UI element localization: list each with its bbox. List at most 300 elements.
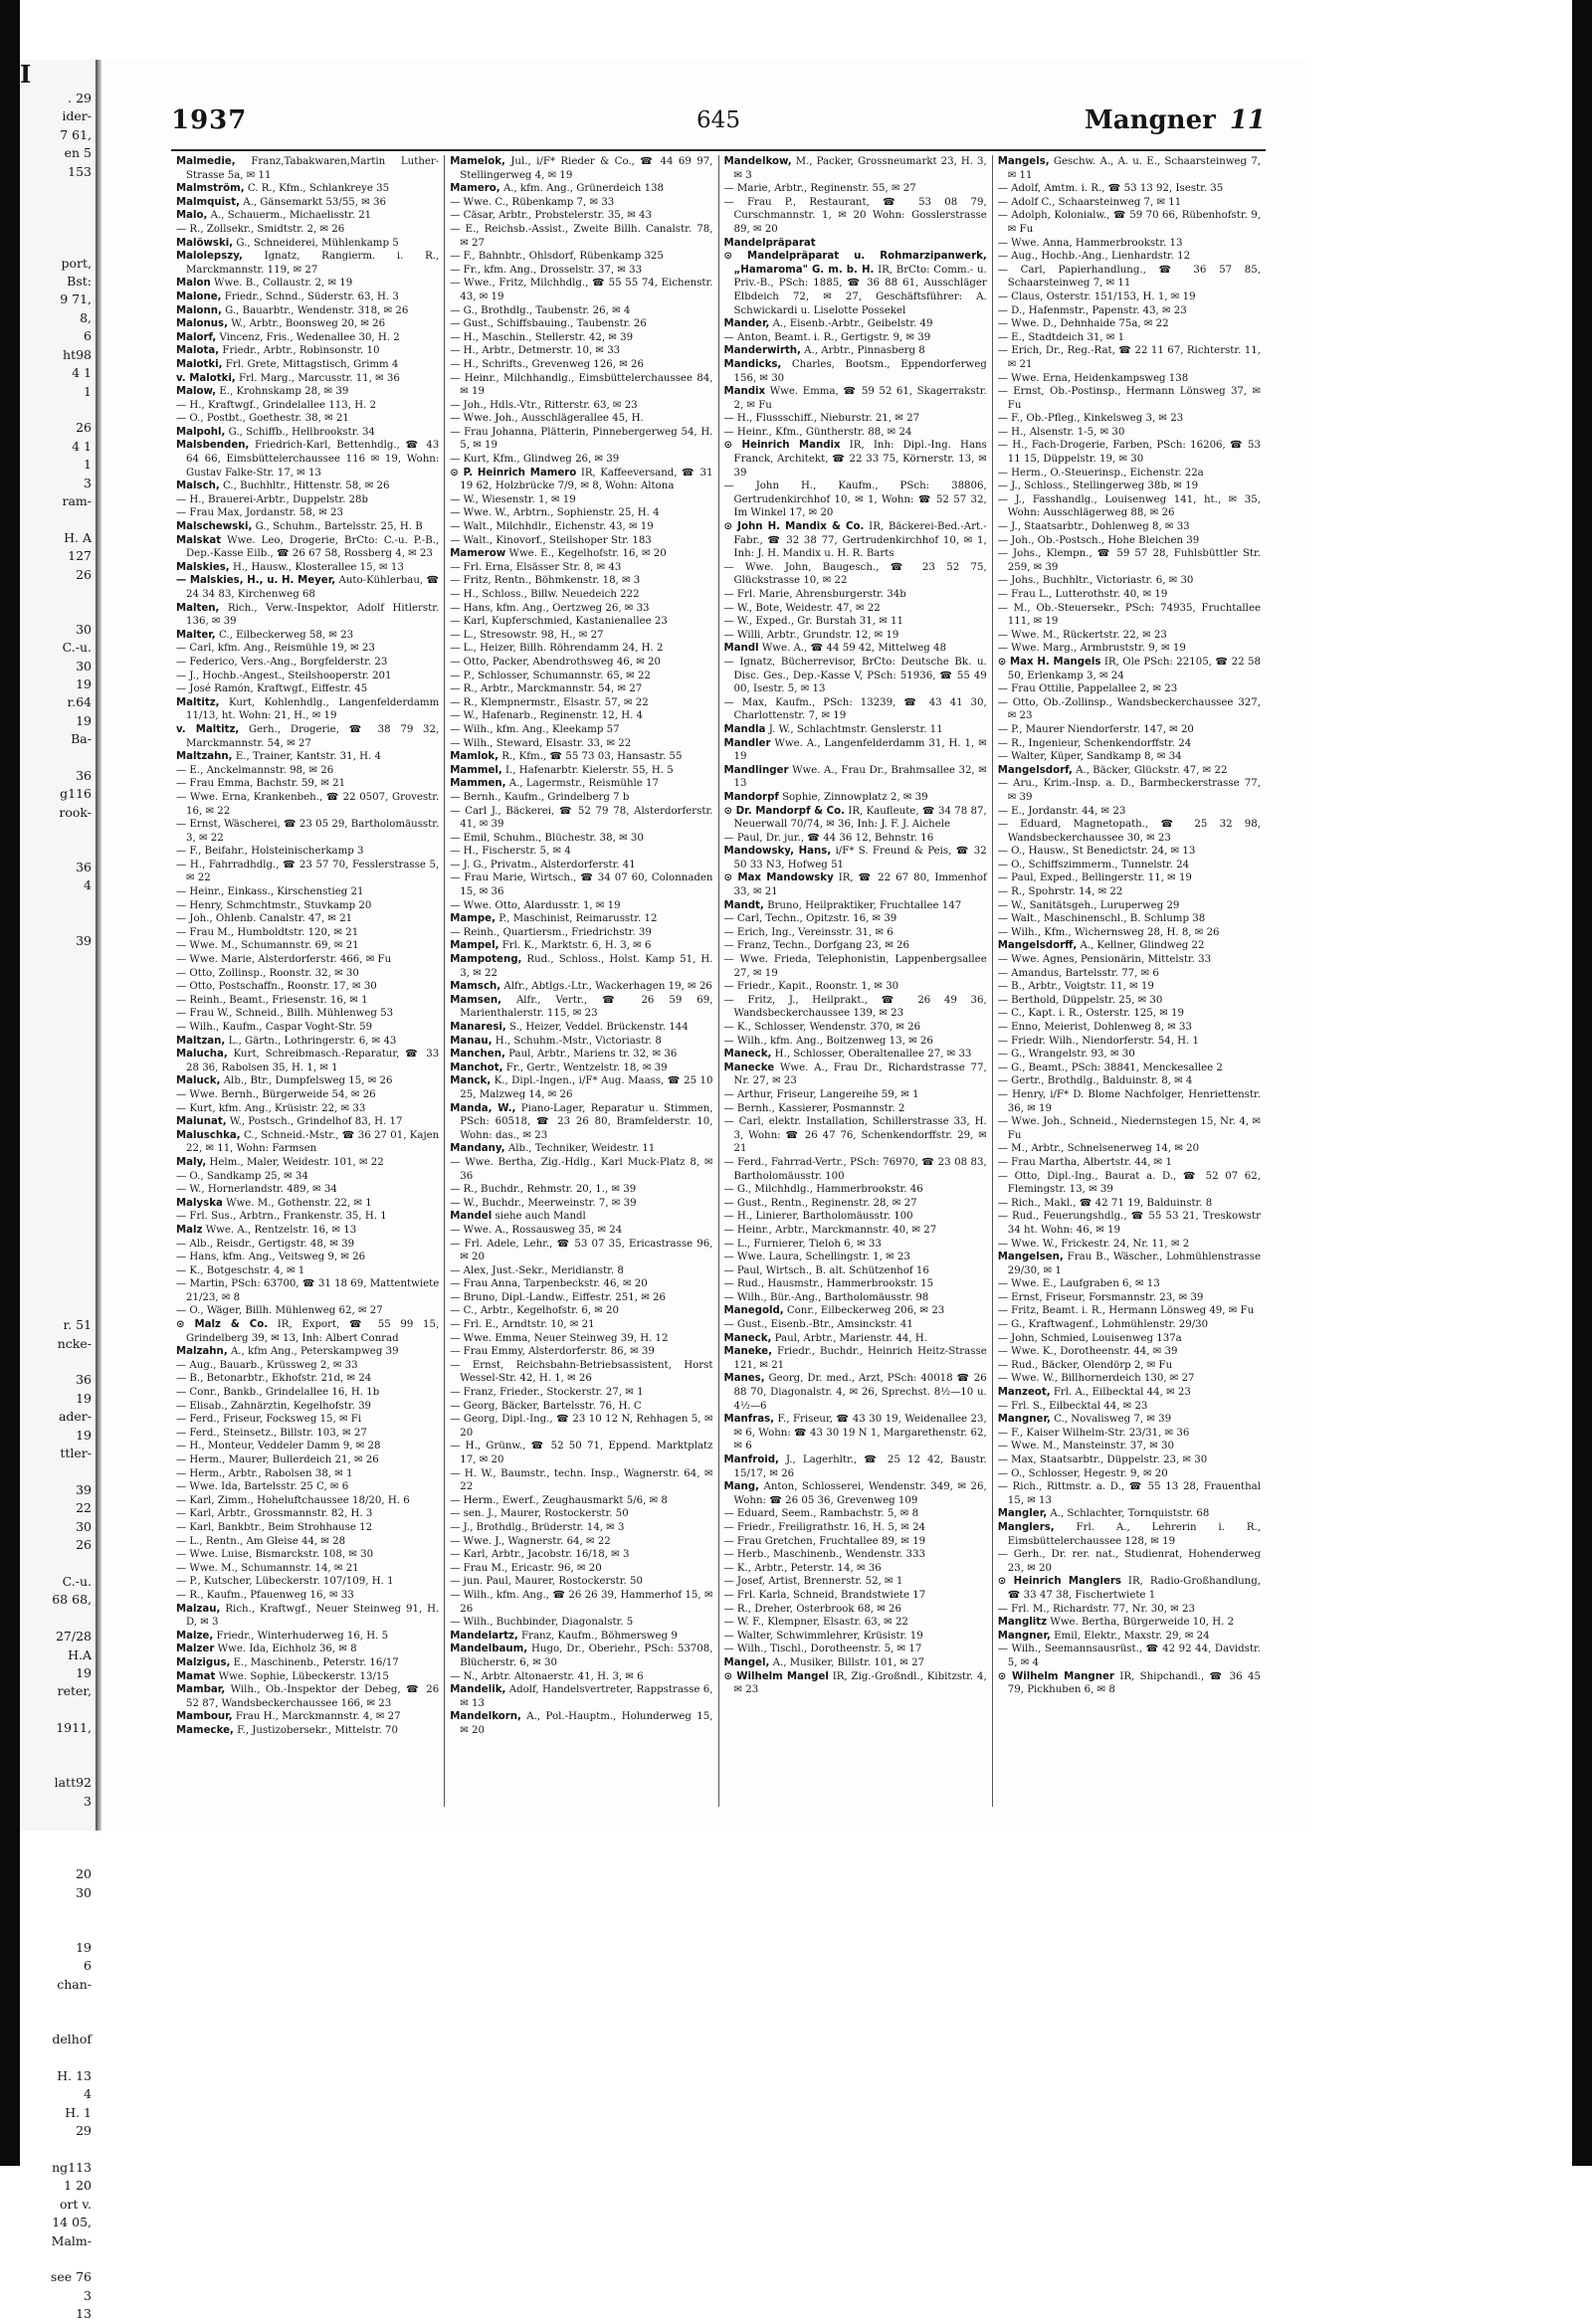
directory-entry	[176, 670, 439, 683]
previous-page-edge	[20, 60, 96, 2322]
entry-text: IR, BrCto: Comm.- u. Priv.-B., PSch: 1885, ☎ 36 88 61, Ausschläger Elbdeich 72, ✉ 27, Geschäftsführer: A. Schwickardi u. Liselotte Possekel	[733, 264, 987, 316]
directory-entry	[724, 1197, 987, 1211]
entry-text: Jul., i/F* Rieder & Co., ☎ 44 69 97, Stellingerweg 4, ✉ 19	[460, 156, 713, 181]
directory-entry	[998, 642, 1261, 656]
entry-name: Mangelsen,	[997, 1252, 1064, 1263]
directory-entry	[450, 1277, 712, 1291]
entry-text: — F., Kaiser Wilhelm-Str. 23/31, ✉ 36	[997, 1427, 1190, 1439]
directory-entry	[176, 1562, 439, 1576]
entry-name: Manau,	[450, 1035, 493, 1047]
directory-entry	[724, 832, 987, 846]
directory-entry	[450, 615, 712, 629]
entry-text: A., Eisenb.-Arbtr., Geibelstr. 49	[772, 318, 933, 330]
entry-text: — J., Fasshandlg., Louisenweg 141, ht., ✉ 35, Wohn: Ausschlägerweg 88, ✉ 26	[997, 493, 1261, 519]
directory-entry	[450, 682, 712, 696]
previous-page-fragment: ort v.	[59, 2196, 92, 2212]
directory-entry	[450, 574, 712, 588]
directory-entry	[998, 899, 1261, 913]
previous-page-fragment: C.-u.	[62, 1573, 92, 1589]
directory-entry	[450, 723, 712, 737]
entry-name: Malöwski,	[176, 237, 234, 249]
directory-entry	[450, 277, 712, 303]
directory-entry	[998, 1170, 1261, 1197]
entry-text: — Gust., Schiffsbauing., Taubenstr. 26	[450, 318, 647, 330]
entry-name: Mammen,	[450, 778, 506, 790]
entry-text: — Herm., Maurer, Bullerdeich 21, ✉ 26	[176, 1454, 379, 1465]
entry-text: E., Trainer, Kantstr. 31, H. 4	[235, 751, 381, 763]
directory-entry	[176, 1102, 439, 1116]
entry-text: — R., Buchdr., Rehmstr. 20, 1., ✉ 39	[450, 1184, 637, 1196]
entry-text: — Wwe. M., Mansteinstr. 37, ✉ 30	[997, 1441, 1174, 1452]
entry-text: IR, Shipchandl., ☎ 36 45 79, Pickhuben 6, ✉ 8	[1007, 1670, 1261, 1696]
entry-text: — Karl, Arbtr., Grossmannstr. 82, H. 3	[176, 1508, 373, 1520]
entry-text: — Karl, Kupferschmied, Kastanienallee 23	[450, 616, 668, 628]
page-header	[171, 105, 1266, 145]
entry-text: — Claus, Osterstr. 151/153, H. 1, ✉ 19	[997, 290, 1196, 302]
previous-page-fragment: 27/28	[55, 1629, 92, 1645]
previous-page-fragment: reter,	[57, 1683, 92, 1699]
entry-text: Bruno, Heilpraktiker, Fruchtallee 147	[767, 899, 962, 911]
entry-text: — R., Ingenieur, Schenkendorffstr. 24	[997, 737, 1192, 749]
directory-entry	[998, 520, 1261, 534]
directory-entry	[998, 696, 1261, 723]
directory-entry	[998, 818, 1261, 845]
directory-entry	[724, 1115, 987, 1156]
entry-text: — Wwe. Erna, Heidenkampsweg 138	[997, 372, 1189, 384]
entry-text: — Wilh., kfm. Ang., ☎ 26 26 39, Hammerhof 15, ✉ 26	[450, 1589, 713, 1615]
entry-text: — Josef, Artist, Brennerstr. 52, ✉ 1	[723, 1576, 903, 1588]
directory-entry	[998, 1238, 1261, 1252]
directory-entry	[176, 237, 439, 251]
entry-name: Mandelkow,	[723, 156, 792, 167]
entry-name: Malota,	[176, 345, 220, 357]
directory-entry	[998, 547, 1261, 574]
directory-entry	[724, 696, 987, 723]
entry-text: — J., Staatsarbtr., Dohlenweg 8, ✉ 33	[997, 521, 1190, 533]
entry-text: — Frau Emma, Bachstr. 59, ✉ 21	[176, 778, 346, 790]
entry-text: Friedr., Winterhuderweg 16, H. 5	[216, 1630, 389, 1642]
entry-text: — Rud., Hausmstr., Hammerbrookstr. 15	[723, 1278, 934, 1290]
entry-text: — Max, Staatsarbtr., Düppelstr. 23, ✉ 30	[997, 1454, 1208, 1465]
entry-text: — C., Kapt. i. R., Osterstr. 125, ✉ 19	[997, 1008, 1184, 1020]
directory-entry	[450, 1102, 712, 1143]
entry-text: — Wilh., Seemannsausrüst., ☎ 42 92 44, Davidstr. 5, ✉ 4	[997, 1644, 1261, 1668]
entry-text: — E., Jordanstr. 44, ✉ 23	[997, 805, 1126, 817]
directory-entry	[998, 967, 1261, 981]
entry-text: — Wwe. W., Billhornerdeich 130, ✉ 27	[997, 1373, 1195, 1385]
entry-text: P., Maschinist, Reimarusstr. 12	[498, 913, 658, 925]
entry-name: Mamsen,	[450, 994, 501, 1006]
entry-name: Mangler,	[997, 1508, 1048, 1520]
previous-page-fragment: I	[20, 60, 32, 89]
directory-entry	[724, 1616, 987, 1630]
entry-text: — Walter, Küper, Sandkamp 8, ✉ 34	[997, 751, 1182, 763]
directory-entry	[998, 1115, 1261, 1142]
directory-entry	[450, 426, 712, 453]
entry-text: — F., Beifahr., Holsteinischerkamp 3	[176, 846, 364, 858]
entry-name: Malolepszy,	[176, 251, 243, 263]
entry-text: — Fritz, Beamt. i. R., Hermann Lönsweg 49, ✉ Fu	[997, 1305, 1255, 1317]
entry-text: — H., Alsenstr. 1-5, ✉ 30	[997, 426, 1125, 438]
entry-text: E., Maschinenb., Peterstr. 16/17	[233, 1656, 399, 1668]
entry-text: C., Eilbeckerweg 58, ✉ 23	[218, 629, 354, 641]
directory-entry	[724, 1277, 987, 1291]
previous-page-fragment: 30	[76, 658, 92, 674]
entry-text: G., Schuhm., Bartelsstr. 25, H. B	[255, 521, 423, 533]
directory-entry	[724, 1318, 987, 1332]
entry-text: IR, Bäckerei-Bed.-Art.-Fabr., ☎ 32 38 77, Gertrudenkirchhof 10, ✉ 1, Inh: J. H. Mandix u. H. R. Barts	[733, 521, 987, 560]
directory-entry	[998, 1413, 1261, 1427]
directory-entry	[724, 1507, 987, 1521]
directory-entry	[724, 1480, 987, 1507]
directory-entry	[998, 1088, 1261, 1115]
directory-entry	[998, 1074, 1261, 1088]
directory-entry	[998, 1007, 1261, 1021]
entry-text: — Gerh., Dr. rer. nat., Studienrat, Hohenderweg 23, ✉ 20	[997, 1549, 1261, 1574]
previous-page-fragment: 36	[76, 1372, 92, 1388]
entry-text: — Frau W., Schneid., Billh. Mühlenweg 53	[176, 1008, 394, 1020]
previous-page-fragment: latt92	[54, 1775, 92, 1791]
directory-entry	[998, 480, 1261, 493]
directory-entry	[176, 994, 439, 1008]
entry-text: — W., Hornerlandstr. 489, ✉ 34	[176, 1184, 337, 1196]
entry-name: Manes,	[723, 1373, 765, 1385]
previous-page-fragment: 30	[76, 1884, 92, 1900]
directory-entry	[176, 480, 439, 493]
entry-text: — Otto, Packer, Abendrothsweg 46, ✉ 20	[450, 656, 661, 668]
entry-text: Wwe. Emma, ☎ 59 52 61, Skagerrakstr. 2, ✉ Fu	[733, 386, 987, 411]
entry-name: Mangner,	[997, 1630, 1051, 1642]
entry-name: Maluck,	[176, 1075, 221, 1087]
entry-text: C. R., Kfm., Schlankreye 35	[247, 183, 390, 195]
directory-entry	[724, 939, 987, 953]
entry-text: — Adolf C., Schaarsteinweg 7, ✉ 11	[997, 196, 1182, 208]
entry-name: Mandelkorn,	[450, 1711, 521, 1723]
directory-entry	[176, 682, 439, 696]
previous-page-fragment: 19	[76, 1390, 92, 1406]
directory-entry	[176, 1129, 439, 1156]
entry-text: — Conr., Bankb., Grindelallee 16, H. 1b	[176, 1387, 380, 1399]
previous-page-fragment	[20, 1096, 96, 1114]
directory-entry	[724, 439, 987, 480]
entry-text: A., Pol.-Hauptm., Holunderweg 15, ✉ 20	[460, 1711, 713, 1736]
previous-page-fragment	[20, 1261, 96, 1279]
entry-text: — Fr., kfm. Ang., Drosselstr. 37, ✉ 33	[450, 264, 643, 276]
entry-text: — B., Betonarbtr., Ekhofstr. 21d, ✉ 24	[176, 1373, 372, 1385]
directory-entry	[450, 264, 712, 278]
directory-entry	[998, 1507, 1261, 1521]
directory-entry	[450, 1494, 712, 1508]
previous-page-fragment	[20, 1078, 96, 1096]
directory-entry	[724, 520, 987, 561]
entry-text: Frl. K., Marktstr. 6, H. 3, ✉ 6	[501, 940, 652, 952]
directory-entry	[176, 1400, 439, 1414]
entry-text: — Martin, PSch: 63700, ☎ 31 18 69, Mattentwiete 21/23, ✉ 8	[176, 1278, 440, 1303]
entry-text: — Adolf, Amtm. i. R., ☎ 53 13 92, Isestr. 35	[997, 183, 1224, 195]
directory-entry	[998, 1603, 1261, 1617]
previous-page-fragment: 4 1	[72, 365, 92, 381]
previous-page-fragment: H.A	[68, 1646, 92, 1662]
entry-text: — Friedr., Freiligrathstr. 16, H. 5, ✉ 24	[723, 1521, 926, 1533]
running-head-number: 11	[1229, 105, 1266, 135]
directory-entry	[998, 1035, 1261, 1049]
directory-entry	[176, 1480, 439, 1494]
entry-text: — Wwe. Emma, Neuer Steinweg 39, H. 12	[450, 1332, 669, 1344]
directory-entry	[724, 723, 987, 737]
entry-text: Wwe. B., Collaustr. 2, ✉ 19	[214, 278, 353, 290]
directory-entry	[176, 777, 439, 791]
entry-name: Mambar,	[176, 1684, 226, 1696]
entry-text: A., Schauerm., Michaelisstr. 21	[210, 210, 372, 222]
entry-name: Mandowsky, Hans,	[723, 846, 832, 858]
directory-entry	[724, 1589, 987, 1603]
running-head-name: Mangner	[1084, 105, 1216, 135]
previous-page-fragment: 14 05,	[52, 2215, 92, 2230]
directory-entry	[450, 764, 712, 778]
directory-entry	[176, 426, 439, 440]
entry-text: — Aru., Krim.-Insp. a. D., Barmbeckerstrasse 77, ✉ 39	[997, 778, 1261, 803]
entry-text: — Elisab., Zahnärztin, Kegelhofstr. 39	[176, 1400, 372, 1412]
directory-entry	[450, 155, 712, 182]
entry-name: Malzigus,	[176, 1656, 231, 1668]
entry-name: Malsbenden,	[176, 440, 250, 452]
entry-text: — Wilh., kfm. Ang., Kleekamp 57	[450, 723, 620, 735]
directory-entry	[176, 696, 439, 723]
entry-text: Wwe. Leo, Drogerie, BrCto: C.-u. P.-B., Dep.-Kasse Eilb., ☎ 26 67 58, Rossberg 4, ✉ 23	[186, 534, 440, 560]
entry-name: ⊙ P. Heinrich Mamero	[450, 467, 577, 479]
previous-page-fragment: 4	[84, 877, 92, 893]
directory-entry	[724, 1562, 987, 1576]
directory-entry	[998, 1156, 1261, 1170]
entry-text: Wwe. A., ☎ 44 59 42, Mittelweg 48	[761, 643, 946, 655]
directory-entry	[450, 317, 712, 331]
directory-entry	[724, 845, 987, 872]
directory-entry	[450, 1548, 712, 1562]
previous-page-fragment: ader-	[58, 1409, 92, 1425]
directory-entry	[998, 750, 1261, 764]
directory-entry	[724, 1304, 987, 1318]
entry-text: — Frau L., Lutterothstr. 40, ✉ 19	[997, 589, 1168, 600]
directory-entry	[724, 1156, 987, 1183]
previous-page-fragment: H. 13	[57, 2067, 92, 2083]
entry-name: ⊙ Mandelpräparat u. Rohmarzipanwerk, „Hamaroma" G. m. b. H.	[723, 251, 987, 276]
entry-name: Malow,	[176, 386, 217, 398]
entry-text: A., Lagermstr., Reismühle 17	[508, 778, 660, 790]
previous-page-fragment: see 76	[50, 2269, 92, 2285]
entry-text: Paul, Arbtr., Mariens tr. 32, ✉ 36	[508, 1049, 678, 1061]
entry-text: — Wwe. Anna, Hammerbrookstr. 13	[997, 237, 1183, 249]
directory-entry	[450, 561, 712, 575]
entry-text: — O., Schlosser, Hegestr. 9, ✉ 20	[997, 1467, 1168, 1479]
entry-text: — Heinr., Arbtr., Marckmannstr. 40, ✉ 27	[723, 1224, 937, 1236]
previous-page-fragment	[20, 602, 96, 620]
entry-text: — Adolph, Kolonialw., ☎ 59 70 66, Rübenhofstr. 9, ✉ Fu	[997, 210, 1261, 235]
directory-entry	[176, 520, 439, 534]
directory-entry	[176, 412, 439, 426]
entry-text: — H. W., Baumstr., techn. Insp., Wagnerstr. 64, ✉ 22	[450, 1467, 713, 1493]
entry-name: ⊙ John H. Mandix & Co.	[723, 521, 865, 533]
directory-entry	[176, 1440, 439, 1453]
directory-entry	[450, 939, 712, 953]
previous-page-fragment: r. 51	[63, 1317, 92, 1333]
directory-entry	[450, 899, 712, 913]
entry-text: Alfr., Vertr., ☎ 26 59 69, Marienthalerstr. 115, ✉ 23	[460, 994, 713, 1020]
previous-page-fragment: 1	[84, 457, 92, 473]
directory-entry	[724, 791, 987, 805]
directory-entry	[998, 1616, 1261, 1630]
entry-text: — Frau Martha, Albertstr. 44, ✉ 1	[997, 1156, 1172, 1168]
entry-name: Mandorpf	[723, 791, 779, 803]
entry-text: Frau B., Wäscher., Lohmühlenstrasse 29/30, ✉ 1	[1007, 1252, 1261, 1276]
entry-text: — Frau Johanna, Plätterin, Pinnebergerweg 54, H. 5, ✉ 19	[450, 426, 713, 452]
entry-text: — Frau Anna, Tarpenbeckstr. 46, ✉ 20	[450, 1278, 648, 1290]
entry-text: — Wwe. E., Laufgraben 6, ✉ 13	[997, 1278, 1160, 1290]
entry-name: Maneck,	[723, 1332, 772, 1344]
directory-entry	[724, 1603, 987, 1617]
directory-entry	[724, 1291, 987, 1305]
entry-text: — Karl, Bankbtr., Beim Strohhause 12	[176, 1521, 373, 1533]
entry-text: — Eduard, Seem., Rambachstr. 5, ✉ 8	[723, 1508, 919, 1520]
directory-entry	[450, 1521, 712, 1535]
previous-page-fragment	[20, 236, 96, 254]
directory-entry	[176, 182, 439, 196]
entry-text: Kurt, Schreibmasch.-Reparatur, ☎ 33 28 36, Rabolsen 35, H. 1, ✉ 1	[186, 1049, 440, 1073]
directory-entry	[450, 1589, 712, 1616]
directory-entry	[724, 737, 987, 764]
entry-text: Geschw. A., A. u. E., Schaarsteinweg 7, ✉ 11	[1007, 156, 1261, 181]
entry-text: — Johs., Buchhltr., Victoriastr. 6, ✉ 30	[997, 575, 1194, 587]
directory-entry	[176, 1224, 439, 1238]
entry-text: — W., Wiesenstr. 1, ✉ 19	[450, 493, 576, 505]
previous-page-fragment	[20, 1811, 96, 1829]
directory-entry	[176, 561, 439, 575]
entry-name: Malpohl,	[176, 426, 226, 438]
directory-entry	[450, 1238, 712, 1264]
entry-text: — E., Stadtdeich 31, ✉ 1	[997, 331, 1125, 343]
entry-text: — W., Exped., Gr. Burstah 31, ✉ 11	[723, 616, 903, 628]
directory-entry	[998, 493, 1261, 520]
directory-entry	[450, 1332, 712, 1346]
entry-text: Frau H., Marckmannstr. 4, ✉ 27	[235, 1711, 401, 1723]
directory-entry	[450, 994, 712, 1021]
entry-name: Malotki,	[176, 358, 223, 370]
entry-text: — Walt., Maschinenschl., B. Schlump 38	[997, 913, 1206, 925]
directory-entry	[998, 1427, 1261, 1441]
entry-text: Wwe. A., Rentzelstr. 16, ✉ 13	[205, 1224, 357, 1236]
scan-border-right	[1572, 0, 1592, 2166]
previous-page-fragment: 13	[76, 2306, 92, 2322]
directory-entry	[450, 602, 712, 616]
entry-name: ⊙ Heinrich Manglers	[997, 1576, 1121, 1588]
directory-entry	[176, 439, 439, 480]
directory-entry	[724, 1048, 987, 1062]
previous-page-fragment	[20, 1170, 96, 1188]
entry-text: Conr., Eilbeckerweg 206, ✉ 23	[786, 1305, 945, 1317]
entry-text: K., Dipl.-Ingen., i/F* Aug. Maass, ☎ 25 10 25, Malzweg 14, ✉ 26	[460, 1075, 713, 1100]
entry-text: C., Novalisweg 7, ✉ 39	[1054, 1414, 1172, 1426]
previous-page-fragment	[20, 2048, 96, 2066]
entry-name: Mandla	[723, 723, 766, 735]
previous-page-fragment: 6	[84, 328, 92, 344]
previous-page-fragment	[20, 1830, 96, 1847]
entry-name: Mander,	[723, 318, 770, 330]
directory-entry	[176, 155, 439, 182]
entry-text: — Carl, kfm. Ang., Reismühle 19, ✉ 23	[176, 643, 375, 655]
entry-text: — M., Arbtr., Schnelsenerweg 14, ✉ 20	[997, 1143, 1200, 1155]
directory-entry	[724, 1548, 987, 1562]
entry-text: IR, Export, ☎ 55 99 15, Grindelberg 39, ✉ 13, Inh: Albert Conrad	[186, 1319, 440, 1344]
directory-entry	[998, 534, 1261, 548]
entry-text: — W., Buchdr., Meerweinstr. 7, ✉ 39	[450, 1197, 637, 1209]
directory-entry	[998, 602, 1261, 629]
previous-page-fragment: 26	[76, 566, 92, 582]
previous-page-fragment	[20, 1756, 96, 1774]
entry-text: — Wwe. Joh., Schneid., Niedernstegen 15, Nr. 4, ✉ Fu	[997, 1116, 1261, 1141]
header-running-head	[1085, 105, 1266, 135]
directory-entry	[998, 1630, 1261, 1644]
previous-page-fragment	[20, 1610, 96, 1628]
directory-entry	[998, 1440, 1261, 1453]
entry-name: ⊙ Max Mandowsky	[723, 872, 834, 884]
directory-entry	[998, 805, 1261, 819]
directory-entry	[724, 1656, 987, 1670]
directory-entry	[998, 1643, 1261, 1669]
directory-entry	[998, 250, 1261, 264]
directory-entry	[998, 574, 1261, 588]
directory-entry	[724, 1102, 987, 1116]
entry-text: — Wwe. Joh., Ausschlägerallee 45, H.	[450, 413, 644, 425]
directory-entry	[998, 372, 1261, 386]
previous-page-fragment	[20, 1701, 96, 1719]
directory-entry	[724, 1210, 987, 1224]
directory-entry	[450, 520, 712, 534]
previous-page-fragment: 3	[84, 2287, 92, 2303]
entry-text: — R., Zollsekr., Smidtstr. 2, ✉ 26	[176, 223, 345, 235]
entry-text: — Wwe. Luise, Bismarckstr. 108, ✉ 30	[176, 1549, 374, 1561]
directory-entry	[998, 1345, 1261, 1359]
directory-entry	[998, 426, 1261, 440]
entry-text: — P., Kutscher, Lübeckerstr. 107/109, H. 1	[176, 1576, 394, 1588]
entry-text: — Wwe. W., Frickestr. 24, Nr. 11, ✉ 2	[997, 1238, 1190, 1250]
entry-text: A., Musiker, Billstr. 101, ✉ 27	[772, 1656, 925, 1668]
entry-text: — J. G., Privatm., Alsterdorferstr. 41	[450, 859, 636, 871]
entry-name: Mamat	[176, 1670, 216, 1682]
entry-name: Maltzahn,	[176, 751, 233, 763]
previous-page-fragment: r.64	[67, 694, 92, 710]
directory-entry	[998, 1142, 1261, 1156]
previous-page-fragment: 1 20	[64, 2178, 92, 2194]
directory-entry	[998, 182, 1261, 196]
entry-text: — Joh., Ob.-Postsch., Hohe Bleichen 39	[997, 534, 1200, 546]
entry-name: Mampel,	[450, 940, 499, 952]
entry-text: — F., Ob.-Pfleg., Kinkelsweg 3, ✉ 23	[997, 413, 1184, 425]
entry-name: — Malskies, H., u. H. Meyer,	[176, 575, 336, 587]
entry-text: — Frl. S., Eilbecktal 44, ✉ 23	[997, 1400, 1148, 1412]
directory-entry	[176, 344, 439, 358]
entry-text: W., Postsch., Grindelhof 83, H. 17	[229, 1116, 403, 1128]
directory-entry	[724, 1224, 987, 1238]
entry-text: — Ernst, Wäscherei, ☎ 23 05 29, Bartholomäusstr. 3, ✉ 22	[176, 819, 440, 844]
entry-name: Manglitz	[997, 1617, 1048, 1629]
directory-entry	[176, 1643, 439, 1656]
entry-text: — Wwe. Erna, Krankenbeh., ☎ 22 0507, Grovestr. 16, ✉ 22	[176, 791, 440, 817]
entry-text: — Wwe. M., Schumannstr. 14, ✉ 21	[176, 1562, 359, 1574]
directory-entry	[176, 899, 439, 913]
directory-entry	[176, 818, 439, 845]
directory-entry	[450, 412, 712, 426]
directory-entry	[998, 385, 1261, 412]
entry-name: Malmström,	[176, 183, 245, 195]
